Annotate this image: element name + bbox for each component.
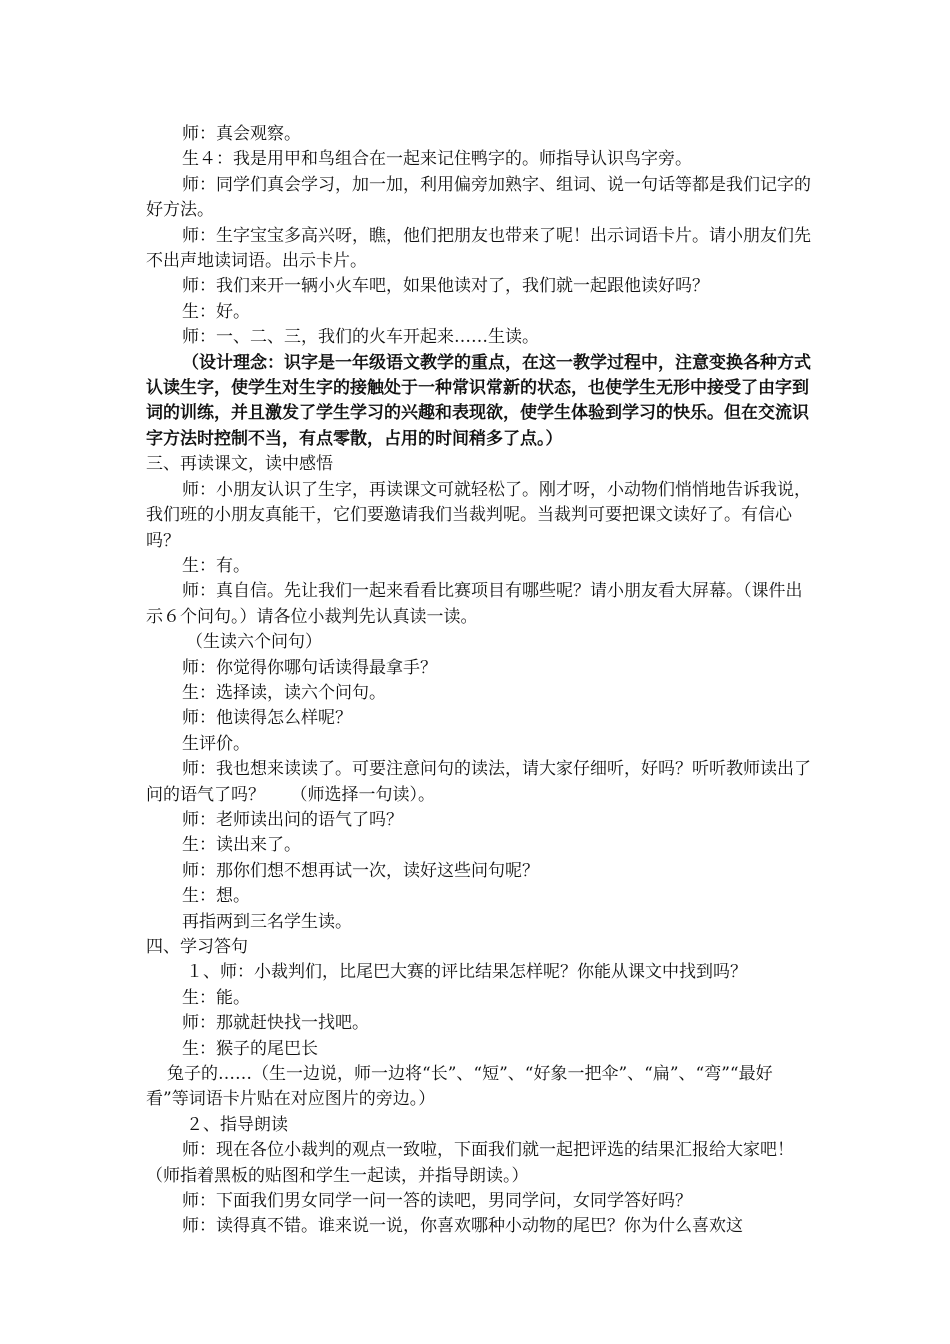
- section-heading: 四、学习答句: [146, 937, 248, 957]
- paragraph: 师：我也想来读读了。可要注意问句的读法，请大家仔细听，好吗？听听教师读出了问的语气了吗？ （师选择一句读）。: [146, 759, 811, 805]
- paragraph: １、师：小裁判们，比尾巴大赛的评比结果怎样呢？你能从课文中找到吗？: [186, 962, 747, 983]
- paragraph: 师：那你们想不想再试一次，读好这些问句呢？: [182, 860, 539, 881]
- paragraph: 生：有。: [182, 555, 250, 576]
- paragraph: 生：读出来了。: [182, 835, 301, 856]
- paragraph: 师：同学们真会学习，加一加，利用偏旁加熟字、组词、说一句话等都是我们记字的好方法。: [146, 174, 811, 221]
- paragraph: 生：好。: [182, 301, 250, 322]
- paragraph: 师：那就赶快找一找吧。: [182, 1013, 369, 1034]
- paragraph: 师：现在各位小裁判的观点一致啦，下面我们就一起把评选的结果汇报给大家吧！（师指着黑板的贴图和学生一起读，并指导朗读。）: [146, 1140, 794, 1186]
- paragraph: 师：你觉得你哪句话读得最拿手？: [182, 657, 437, 678]
- paragraph: 师：真会观察。: [182, 124, 301, 144]
- sub-heading: ２、指导朗读: [186, 1114, 288, 1135]
- paragraph: 师：小朋友认识了生字，再读课文可就轻松了。刚才呀，小动物们悄悄地告诉我说，我们班的小朋友真能干，它们要邀请我们当裁判呢。当裁判可要把课文读好了。有信心吗？: [146, 479, 811, 551]
- paragraph: 师：真自信。先让我们一起来看看比赛项目有哪些呢？请小朋友看大屏幕。（课件出示６个问句。）请各位小裁判先认真读一读。: [146, 581, 803, 627]
- paragraph: 师：我们来开一辆小火车吧，如果他读对了，我们就一起跟他读好吗？: [182, 276, 709, 297]
- paragraph: 生：想。: [182, 886, 250, 907]
- paragraph: 再指两到三名学生读。: [182, 911, 352, 932]
- document-page: [146, 122, 812, 1240]
- design-note-paragraph: （设计理念：识字是一年级语文教学的重点，在这一教学过程中，注意变换各种方式认读生字，使学生对生字的接触处于一种常识常新的状态，也使学生无形中接受了由字到词的训练，并且激发了学生学习的兴趣和表现欲，使学生体验到学习的快乐。但在交流识字方法时控制不当，有点零散，占用的时间稍多了点。）: [146, 352, 811, 449]
- paragraph: 生评价。: [182, 733, 250, 754]
- paragraph: 师：读得真不错。谁来说一说，你喜欢哪种小动物的尾巴？你为什么喜欢这: [182, 1216, 743, 1237]
- paragraph: 师：一、二、三，我们的火车开起来……生读。: [182, 327, 539, 348]
- paragraph: 师：下面我们男女同学一问一答的读吧，男同学问，女同学答好吗？: [182, 1191, 692, 1212]
- paragraph: 兔子的……（生一边说，师一边将“长”、“短”、“好象一把伞”、“扁”、“弯”“最好看”等词语卡片贴在对应图片的旁边。）: [146, 1064, 773, 1110]
- paragraph: 师：老师读出问的语气了吗？: [182, 809, 403, 830]
- paragraph: 生：选择读，读六个问句。: [182, 682, 386, 703]
- paragraph: 生：能。: [182, 987, 250, 1008]
- paragraph: 师：生字宝宝多高兴呀，瞧，他们把朋友也带来了呢！出示词语卡片。请小朋友们先不出声地读词语。出示卡片。: [146, 225, 811, 272]
- section-heading: 三、再读课文，读中感悟: [146, 454, 333, 475]
- paragraph: 生：猴子的尾巴长: [182, 1038, 318, 1059]
- paragraph: （生读六个问句）: [186, 632, 322, 653]
- paragraph: 生４：我是用甲和鸟组合在一起来记住鸭字的。师指导认识鸟字旁。: [182, 149, 692, 170]
- paragraph: 师：他读得怎么样呢？: [182, 708, 352, 729]
